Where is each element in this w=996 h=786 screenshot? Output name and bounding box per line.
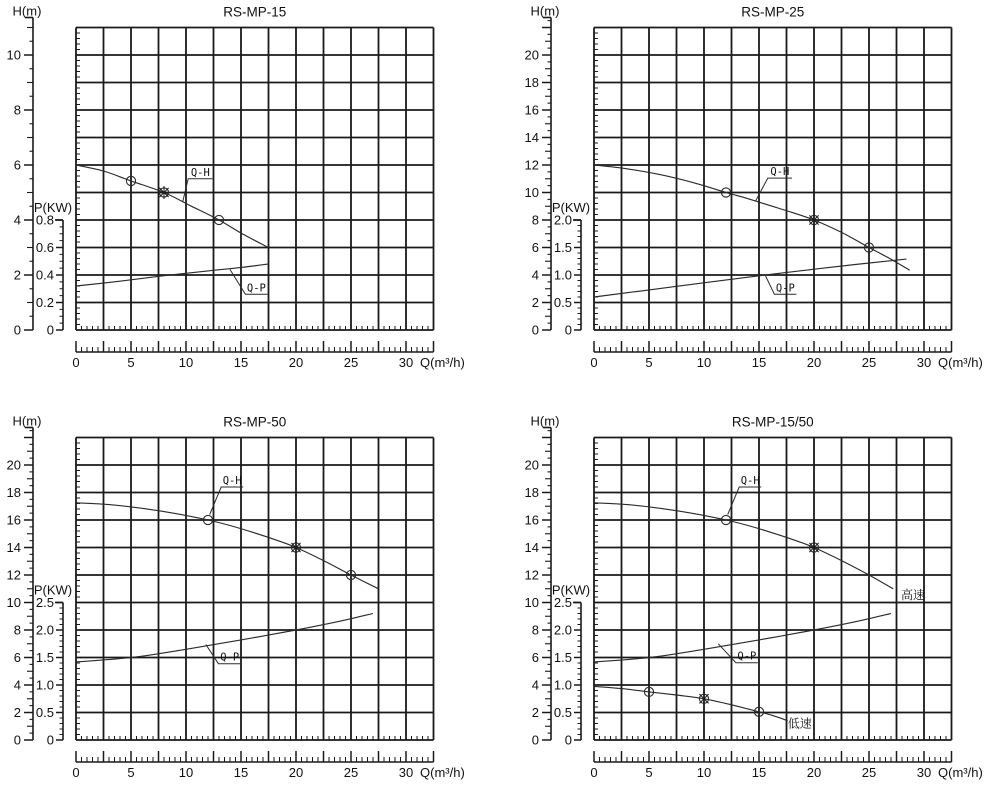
p-axis-tick-label: 0.5 [35, 705, 54, 720]
q-axis-tick-label: 5 [127, 765, 135, 780]
curve-label-text: Q-P [737, 650, 757, 663]
chart-rs-mp-25 [498, 0, 996, 393]
p-ruler [552, 200, 590, 338]
q-axis-tick-label: 10 [696, 355, 712, 370]
h-axis-tick-label: 6 [531, 650, 539, 665]
h-axis-tick-label: 10 [524, 185, 539, 200]
h-axis-tick-label: 20 [6, 457, 21, 473]
h-axis-tick-label: 4 [13, 212, 21, 228]
q-axis-tick-label: 5 [645, 355, 653, 370]
h-axis-title: H(m) [530, 3, 560, 19]
chart-title: RS-MP-15 [223, 4, 287, 20]
chart-title: RS-MP-15/50 [731, 414, 814, 430]
p-axis-tick-label: 1.5 [35, 650, 54, 665]
h-axis-tick-label: 6 [13, 650, 21, 665]
chart-rs-mp-15 [0, 0, 498, 393]
q-axis-tick-label: 0 [590, 765, 598, 780]
p-axis-tick-label: 0.5 [553, 295, 572, 310]
h-axis-tick-label: 0 [13, 322, 21, 338]
h-axis-tick-label: 4 [531, 677, 539, 693]
curve-label-text: Q-H [770, 166, 790, 179]
speed-label: 低速 [787, 716, 812, 731]
chart-rs-mp-15-50-svg [498, 393, 996, 786]
q-axis-title: Q(m³/h) [938, 765, 983, 780]
p-axis-tick-label: 1.5 [553, 650, 572, 665]
q-ruler [72, 751, 464, 780]
h-axis-tick-label: 2 [13, 705, 21, 720]
h-axis-tick-label: 16 [524, 102, 539, 118]
chart-rs-mp-50-svg [0, 393, 498, 786]
h-axis-tick-label: 16 [6, 512, 21, 528]
h-axis-tick-label: 14 [524, 130, 539, 145]
q-axis-tick-label: 15 [233, 765, 249, 780]
h-axis-tick-label: 0 [13, 732, 21, 748]
curve-label-q-p [718, 644, 758, 663]
h-axis-tick-label: 20 [524, 47, 539, 63]
chart-rs-mp-15-svg [0, 0, 498, 393]
curve-q-p [594, 259, 906, 297]
q-axis-tick-label: 15 [751, 765, 767, 780]
inner-ticks [76, 443, 428, 740]
p-axis-tick-label: 2.5 [35, 595, 54, 610]
h-axis-tick-label: 18 [524, 485, 539, 500]
h-axis-tick-label: 8 [531, 212, 539, 228]
curve-label-q-h [728, 475, 762, 515]
curve-q-h [76, 165, 269, 248]
p-axis-tick-label: 2.0 [553, 622, 572, 638]
p-axis-tick-label: 1.0 [35, 677, 54, 693]
p-axis-tick-label: 0.4 [35, 267, 54, 283]
h-axis-title: H(m) [530, 413, 560, 429]
p-axis-tick-label: 0 [46, 322, 54, 338]
q-axis-tick-label: 5 [127, 355, 135, 370]
chart-title: RS-MP-25 [741, 4, 805, 20]
q-axis-tick-label: 10 [696, 765, 712, 780]
h-axis-tick-label: 0 [531, 322, 539, 338]
q-axis-tick-label: 10 [178, 765, 194, 780]
h-axis-tick-label: 2 [531, 295, 539, 310]
speed-label: 高速 [900, 587, 926, 602]
q-axis-tick-label: 0 [590, 355, 598, 370]
curve-label-q-h [183, 167, 213, 202]
h-axis-tick-label: 10 [524, 595, 539, 610]
q-axis-tick-label: 25 [861, 355, 877, 370]
p-axis-title: P(KW) [33, 200, 73, 215]
curve-label-text: Q-P [220, 651, 240, 664]
p-axis-tick-label: 0.5 [553, 705, 572, 720]
h-axis-tick-label: 2 [13, 267, 21, 283]
p-axis-tick-label: 0.8 [35, 212, 54, 228]
curve-q-h [594, 165, 910, 270]
p-axis-title: P(KW) [551, 200, 591, 215]
curve-label-q-p [230, 270, 267, 295]
h-axis-tick-label: 14 [524, 540, 539, 555]
p-ruler [34, 200, 72, 338]
q-axis-tick-label: 25 [343, 765, 359, 780]
curve-label-q-h [210, 475, 244, 515]
q-axis-tick-label: 25 [343, 355, 359, 370]
p-axis-tick-label: 0 [564, 732, 572, 748]
p-axis-title: P(KW) [33, 582, 73, 598]
p-axis-tick-label: 1.0 [553, 267, 572, 283]
q-axis-tick-label: 0 [72, 765, 80, 780]
h-axis-tick-label: 8 [13, 102, 21, 118]
grid [76, 438, 434, 741]
h-axis-tick-label: 4 [531, 267, 539, 283]
curve-label-text: Q-H [740, 475, 760, 487]
curve-label-text: Q-H [222, 475, 242, 487]
h-ruler [7, 414, 42, 748]
h-axis-tick-label: 8 [13, 622, 21, 638]
chart-rs-mp-15-50 [498, 393, 996, 786]
h-axis-tick-label: 10 [6, 595, 21, 610]
h-ruler [525, 414, 560, 748]
h-axis-tick-label: 8 [531, 622, 539, 638]
q-axis-title: Q(m³/h) [420, 765, 465, 780]
p-axis-tick-label: 0.2 [35, 295, 54, 310]
h-axis-tick-label: 18 [6, 485, 21, 500]
h-axis-tick-label: 10 [6, 47, 21, 63]
h-axis-tick-label: 18 [524, 75, 539, 90]
curve-label-q-p [766, 276, 797, 294]
curve-label-text: Q-H [190, 166, 210, 179]
h-axis-tick-label: 0 [531, 732, 539, 748]
p-axis-tick-label: 0.6 [35, 240, 54, 255]
q-ruler [72, 341, 464, 370]
curve-label-text: Q-P [775, 282, 795, 295]
q-axis-tick-label: 25 [861, 765, 877, 780]
q-axis-tick-label: 0 [72, 355, 80, 370]
q-axis-tick-label: 15 [751, 355, 767, 370]
p-axis-tick-label: 0 [46, 732, 54, 748]
h-axis-tick-label: 16 [524, 512, 539, 528]
q-axis-title: Q(m³/h) [938, 355, 983, 370]
q-axis-tick-label: 20 [288, 765, 304, 780]
p-axis-tick-label: 2.5 [553, 595, 572, 610]
q-axis-tick-label: 30 [398, 355, 414, 370]
q-axis-title: Q(m³/h) [420, 355, 465, 370]
p-ruler [552, 583, 590, 748]
h-axis-tick-label: 6 [531, 240, 539, 255]
h-axis-tick-label: 12 [6, 567, 21, 583]
h-axis-title: H(m) [12, 413, 42, 429]
q-axis-tick-label: 15 [233, 355, 249, 370]
p-axis-tick-label: 1.0 [553, 677, 572, 693]
chart-rs-mp-50 [0, 393, 498, 786]
curve-label-text: Q-P [246, 282, 266, 295]
q-axis-tick-label: 20 [288, 355, 304, 370]
grid [594, 438, 952, 741]
h-axis-tick-label: 12 [524, 567, 539, 583]
p-axis-tick-label: 2.0 [35, 622, 54, 638]
h-ruler [7, 4, 42, 338]
h-axis-tick-label: 6 [13, 157, 21, 173]
h-axis-tick-label: 12 [524, 157, 539, 173]
q-axis-tick-label: 10 [178, 355, 194, 370]
q-axis-tick-label: 30 [916, 355, 932, 370]
chart-title: RS-MP-50 [223, 414, 287, 430]
curve-label-q-p [206, 644, 241, 663]
h-axis-tick-label: 14 [6, 540, 21, 555]
q-axis-tick-label: 20 [806, 355, 822, 370]
h-axis-tick-label: 20 [524, 457, 539, 473]
grid [594, 28, 952, 331]
h-axis-title: H(m) [12, 3, 42, 19]
h-axis-tick-label: 2 [531, 705, 539, 720]
q-ruler [590, 341, 982, 370]
p-axis-title: P(KW) [551, 582, 591, 598]
q-axis-tick-label: 5 [645, 765, 653, 780]
p-ruler [34, 583, 72, 748]
chart-rs-mp-25-svg [498, 0, 996, 393]
h-ruler [525, 4, 560, 338]
q-ruler [590, 751, 982, 780]
q-axis-tick-label: 30 [916, 765, 932, 780]
p-axis-tick-label: 2.0 [553, 212, 572, 228]
p-axis-tick-label: 0 [564, 322, 572, 338]
p-axis-tick-label: 1.5 [553, 240, 572, 255]
h-axis-tick-label: 4 [13, 677, 21, 693]
q-axis-tick-label: 20 [806, 765, 822, 780]
q-axis-tick-label: 30 [398, 765, 414, 780]
